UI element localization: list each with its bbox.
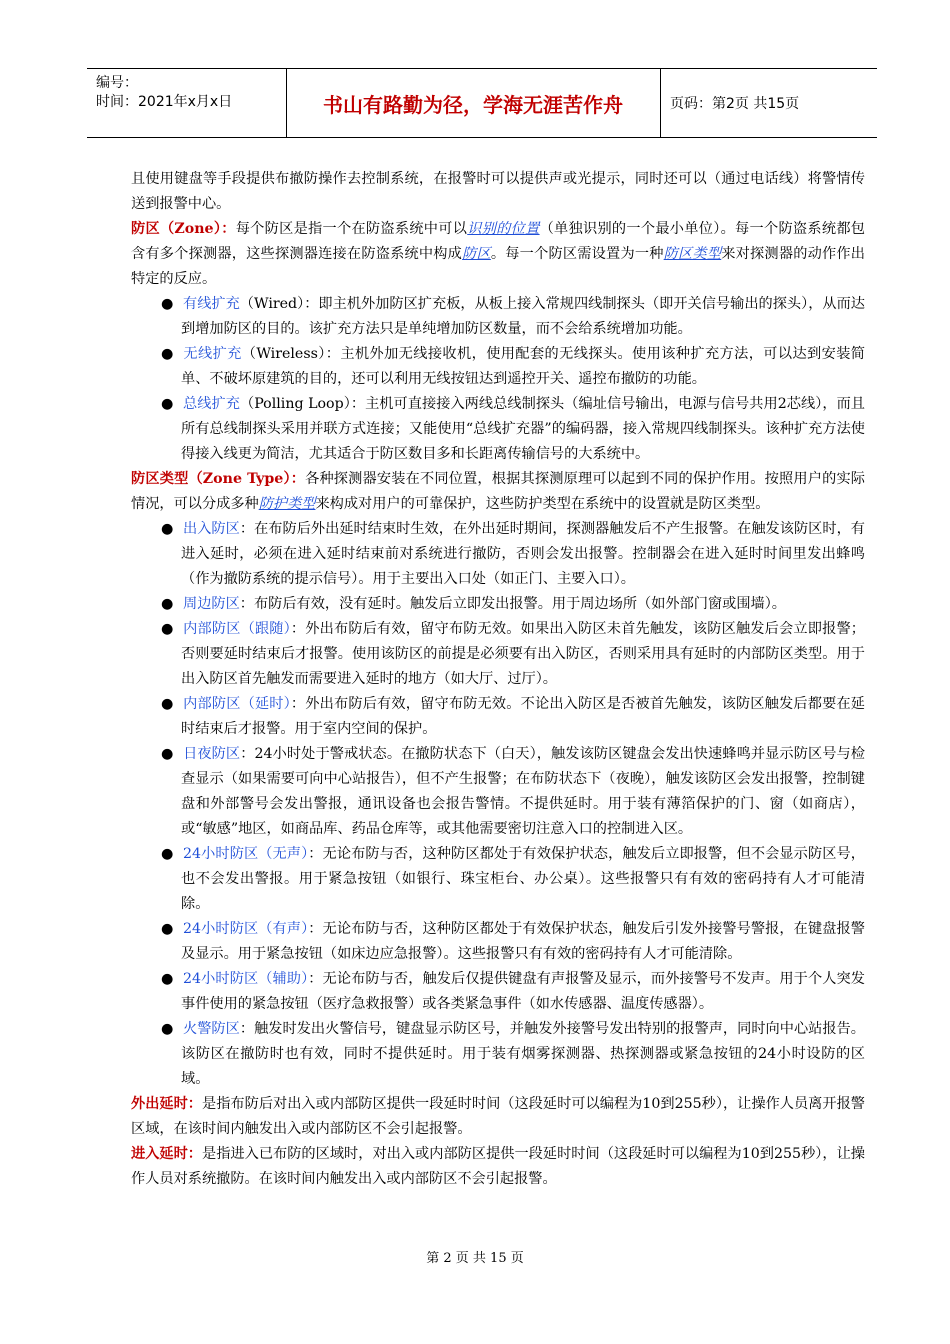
list-item-24h-audible-zone: ● 24小时防区（有声）：无论布防与否，这种防区都处于有效保护状态，触发后引发外接警号警报，在键盘报警及显示。用于紧急按钮（如床边应急报警）。这些报警只有有效的密码持有人才可能清除。 bbox=[131, 917, 865, 967]
doc-time: 时间：2021年x月x日 bbox=[96, 94, 233, 110]
item-name: 无线扩充 bbox=[183, 346, 242, 362]
header-page-info: 页码：第2页 共15页 bbox=[670, 96, 800, 112]
zone-type-definition: 防区类型（Zone Type）：各种探测器安装在不同位置，根据其探测原理可以起到不同的保护作用。按照用户的实际情况，可以分成多种防护类型来构成对用户的可靠保护，这些防护类型在系统中的设置就是防区类型。 bbox=[131, 471, 865, 512]
page-header bbox=[87, 68, 877, 138]
bullet-icon: ● bbox=[161, 296, 174, 312]
entry-delay-definition: 进入延时：是指进入已布防的区域时，对出入或内部防区提供一段延时时间（这段延时可以编程为10到255秒），让操作人员对系统撤防。在该时间内触发出入或内部防区不会引起报警。 bbox=[131, 1146, 865, 1187]
list-item-24h-silent-zone: ● 24小时防区（无声）：无论布防与否，这种防区都处于有效保护状态，触发后立即报警，但不会显示防区号，也不会发出警报。用于紧急按钮（如银行、珠宝柜台、办公桌）。这些报警只有有效的密码持有人才可能清除。 bbox=[131, 842, 865, 917]
bullet-icon: ● bbox=[161, 746, 174, 762]
link-zone-type[interactable]: 防区类型 bbox=[663, 246, 722, 262]
link-protection-type[interactable]: 防护类型 bbox=[258, 496, 316, 512]
entry-delay-term: 进入延时： bbox=[131, 1146, 203, 1162]
item-name: 24小时防区（辅助） bbox=[183, 971, 309, 987]
list-item-fire-zone: ● 火警防区：触发时发出火警信号，键盘显示防区号，并触发外接警号发出特别的报警声，同时向中心站报告。该防区在撤防时也有效，同时不提供延时。用于装有烟雾探测器、热探测器或紧急按钮的24小时设防的区域。 bbox=[131, 1017, 865, 1092]
zone-type-term: 防区类型（Zone Type）： bbox=[131, 471, 306, 487]
item-name: 24小时防区（有声） bbox=[183, 921, 309, 937]
list-item-day-night-zone: ● 日夜防区：24小时处于警戒状态。在撤防状态下（白天），触发该防区键盘会发出快速蜂鸣并显示防区号与检查显示（如果需要可向中心站报告），但不产生报警；在布防状态下（夜晚），触发该防区会发出报警，控制键盘和外部警号会发出警报，通讯设备也会报告警情。不提供延时。用于装有薄箔保护的门、窗（如商店），或“敏感”地区，如商品库、药品仓库等，或其他需要密切注意入口的控制进入区。 bbox=[131, 742, 865, 842]
bullet-icon: ● bbox=[161, 1021, 174, 1037]
exit-delay-term: 外出延时： bbox=[131, 1096, 203, 1112]
list-item-polling-loop: ● 总线扩充（Polling Loop）：主机可直接接入两线总线制探头（编址信号输出，电源与信号共用2芯线），而且所有总线制探头采用并联方式连接；又能使用“总线扩充器”的编码器，接入常规四线制探头。该种扩充方法使得接入线更为简洁，尤其适合于防区数目多和长距离传输信号的大系统中。 bbox=[131, 392, 865, 467]
bullet-icon: ● bbox=[161, 696, 174, 712]
item-name: 总线扩充 bbox=[183, 396, 240, 412]
bullet-icon: ● bbox=[161, 521, 174, 537]
item-name: 火警防区 bbox=[183, 1021, 240, 1037]
document-body bbox=[131, 167, 865, 1192]
zone-term: 防区（Zone）： bbox=[131, 221, 236, 237]
list-item-24h-auxiliary-zone: ● 24小时防区（辅助）：无论布防与否，触发后仅提供键盘有声报警及显示，而外接警号不发声。用于个人突发事件使用的紧急按钮（医疗急救报警）或各类紧急事件（如水传感器、温度传感器）。 bbox=[131, 967, 865, 1017]
bullet-icon: ● bbox=[161, 346, 174, 362]
item-name: 24小时防区（无声） bbox=[183, 846, 309, 862]
item-name: 内部防区（跟随） bbox=[183, 621, 291, 637]
item-name: 周边防区 bbox=[183, 596, 240, 612]
list-item-interior-delay-zone: ● 内部防区（延时）：外出布防后有效，留守布防无效。不论出入防区是否被首先触发，该防区触发后都要在延时结束后才报警。用于室内空间的保护。 bbox=[131, 692, 865, 742]
header-meta bbox=[87, 69, 287, 137]
intro-paragraph: 且使用键盘等手段提供布撤防操作去控制系统，在报警时可以提供声或光提示，同时还可以（通过电话线）将警情传送到报警中心。 bbox=[131, 171, 865, 212]
item-name: 有线扩充 bbox=[183, 296, 240, 312]
bullet-icon: ● bbox=[161, 621, 174, 637]
header-motto: 书山有路勤为径，学海无涯苦作舟 bbox=[286, 69, 661, 137]
bullet-icon: ● bbox=[161, 921, 174, 937]
item-name: 日夜防区 bbox=[183, 746, 241, 762]
link-zone[interactable]: 防区 bbox=[462, 246, 491, 262]
list-item-interior-follower-zone: ● 内部防区（跟随）：外出布防后有效，留守布防无效。如果出入防区未首先触发，该防区触发后会立即报警；否则要延时结束后才报警。使用该防区的前提是必须要有出入防区，否则采用具有延时的内部防区类型。用于出入防区首先触发而需要进入延时的地方（如大厅、过厅）。 bbox=[131, 617, 865, 692]
list-item-entry-exit-zone: ● 出入防区：在布防后外出延时结束时生效，在外出延时期间，探测器触发后不产生报警。在触发该防区时，有进入延时，必须在进入延时结束前对系统进行撤防，否则会发出报警。控制器会在进入延时时间里发出蜂鸣（作为撤防系统的提示信号）。用于主要出入口处（如正门、主要入口）。 bbox=[131, 517, 865, 592]
zone-definition: 防区（Zone）：每个防区是指一个在防盗系统中可以识别的位置（单独识别的一个最小单位）。每一个防盗系统都包含有多个探测器，这些探测器连接在防盗系统中构成防区。每一个防区需设置为一种防区类型来对探测器的动作作出特定的反应。 bbox=[131, 221, 865, 287]
exit-delay-definition: 外出延时：是指布防后对出入或内部防区提供一段延时时间（这段延时可以编程为10到255秒），让操作人员离开报警区域，在该时间内触发出入或内部防区不会引起报警。 bbox=[131, 1096, 865, 1137]
item-name: 出入防区 bbox=[183, 521, 240, 537]
item-name: 内部防区（延时） bbox=[183, 696, 291, 712]
bullet-icon: ● bbox=[161, 596, 174, 612]
list-item-wireless: ● 无线扩充（Wireless）：主机外加无线接收机，使用配套的无线探头。使用该种扩充方法，可以达到安装简单、不破坏原建筑的目的，还可以利用无线按钮达到遥控开关、遥控布撤防的功能。 bbox=[131, 342, 865, 392]
doc-number: 编号： bbox=[96, 75, 138, 91]
list-item-wired: ● 有线扩充（Wired）：即主机外加防区扩充板，从板上接入常规四线制探头（即开关信号输出的探头），从而达到增加防区的目的。该扩充方法只是单纯增加防区数量，而不会给系统增加功能。 bbox=[131, 292, 865, 342]
bullet-icon: ● bbox=[161, 396, 174, 412]
link-identified-position[interactable]: 识别的位置 bbox=[467, 221, 540, 237]
bullet-icon: ● bbox=[161, 846, 174, 862]
list-item-perimeter-zone: ● 周边防区：布防后有效，没有延时。触发后立即发出报警。用于周边场所（如外部门窗或围墙）。 bbox=[131, 592, 865, 617]
bullet-icon: ● bbox=[161, 971, 174, 987]
page-footer: 第 2 页 共 15 页 bbox=[426, 1251, 524, 1266]
